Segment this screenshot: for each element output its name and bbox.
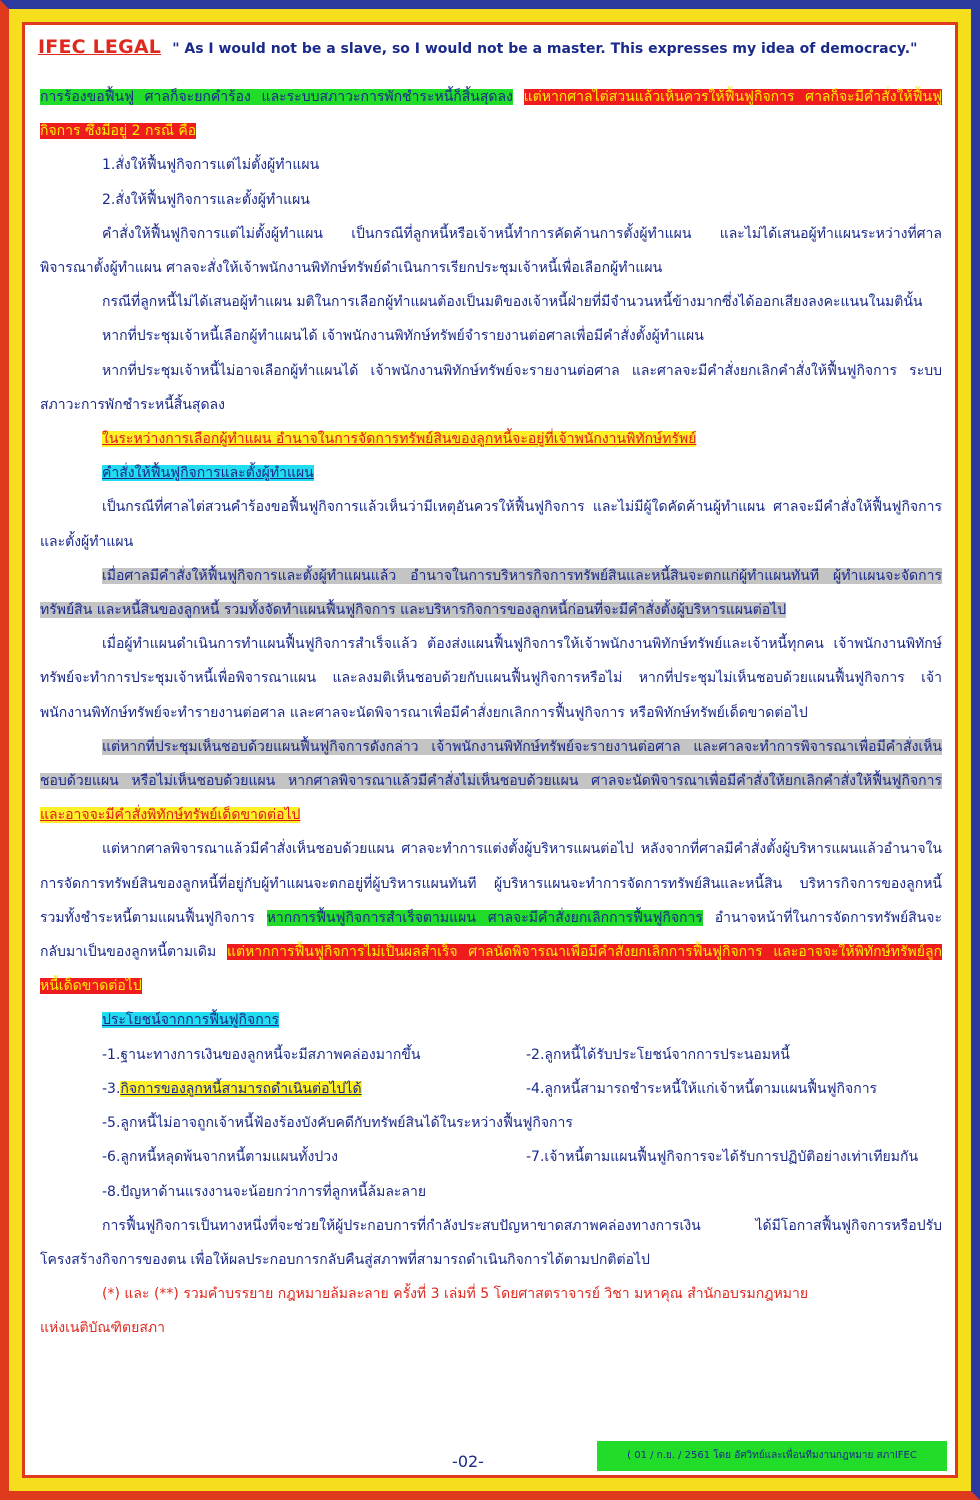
benefit-item: -7.เจ้าหนี้ตามแผนฟื้นฟูกิจการจะได้รับการปฏิบัติอย่างเท่าเทียมกัน [526,1149,919,1166]
page-number: -02- [452,1452,484,1471]
paragraph-5: หากที่ประชุมเจ้าหนี้ไม่อาจเลือกผู้ทำแผนได้ เจ้าพนักงานพิทักษ์ทรัพย์จะรายงานต่อศาล และศาลจะมีคำสั่งยกเลิกคำสั่งให้ฟื้นฟูกิจการ ระบบสภาวะการพักชำระหนี้สิ้นสุดลง [40,362,942,413]
paragraph-1 [40,80,942,148]
paragraph-10: เมื่อผู้ทำแผนดำเนินการทำแผนฟื้นฟูกิจการสำเร็จแล้ว ต้องส่งแผนฟื้นฟูกิจการให้เจ้าพนักงานพิทักษ์ทรัพย์และเจ้าหนี้ทุกคน เจ้าพนักงานพิทักษ์ทรัพย์จะทำการประชุมเจ้าหนี้เพื่อพิจารณาแผน และลงมติเห็นชอบด้วยกับแผนฟื้นฟูกิจการหรือไม่ หากที่ประชุมไม่เห็นชอบด้วยแผนฟื้นฟูกิจการ เจ้าพนักงานพิทักษ์ทรัพย์จะทำรายงานต่อศาล และศาลจะนัดพิจารณาเพื่อมีคำสั่งยกเลิกการฟื้นฟูกิจการ หรือพิทักษ์ทรัพย์เด็ดขาดต่อไป [40,636,942,721]
paragraph-4: หากที่ประชุมเจ้าหนี้เลือกผู้ทำแผนได้ เจ้าพนักงานพิทักษ์ทรัพย์จำรายงานต่อศาลเพื่อมีคำสั่งตั้งผู้ทำแผน [102,328,704,345]
highlight-cyan-heading: ประโยชน์จากการฟื้นฟูกิจการ [102,1012,280,1029]
highlight-gray-text: แต่หากที่ประชุมเห็นชอบด้วยแผนฟื้นฟูกิจการดังกล่าว เจ้าพนักงานพิทักษ์ทรัพย์จะรายงานต่อศาล และศาลจะทำการพิจารณาเพื่อมีคำสั่งเห็นชอบด้วยแผน หรือไม่เห็นชอบด้วยแผน หากศาลพิจารณาแล้วมีคำสั่งไม่เห็นชอบด้วยแผน ศาลจะนัดพิจารณาเพื่อมีคำสั่งให้ยกเลิกคำสั่งให้ฟื้นฟูกิจการ [40,738,942,790]
benefits-heading [40,1003,942,1037]
paragraph-3: กรณีที่ลูกหนี้ไม่ได้เสนอผู้ทำแผน มติในการเลือกผู้ทำแผนต้องเป็นมติของเจ้าหนี้ฝ่ายที่มีจำนวนหนี้ข้างมากซึ่งได้ออกเสียงลงคะแนนในมตินั้น [102,294,923,311]
highlight-yellow-text: และอาจจะมีคำสั่งพิทักษ์ทรัพย์เด็ดขาดต่อไป [40,807,301,824]
credit-badge: ( 01 / ก.ย. / 2561 โดย อัศวิทย์และเพื่อนทีมงานกฎหมาย สภาIFEC [597,1441,947,1471]
paragraph-8: เป็นกรณีที่ศาลไต่สวนคำร้องขอฟื้นฟูกิจการแล้วเห็นว่ามีเหตุอันควรให้ฟื้นฟูกิจการ และไม่มีผู้ใดคัดค้านผู้ทำแผน ศาลจะมีคำสั่งให้ฟื้นฟูกิจการและตั้งผู้ทำแผน [40,499,942,550]
highlight-red-text: แต่หากการฟื้นฟูกิจการไม่เป็นผลสำเร็จ ศาลนัดพิจารณาเพื่อมีคำสั่งยกเลิกการฟื้นฟูกิจการ และอาจจะให้พิทักษ์ทรัพย์ลูกหนี้เด็ดขาดต่อไป [40,944,943,995]
paragraph-12 [40,832,942,1003]
benefits-row-2 [40,1072,942,1106]
benefit-item: -2.ลูกหนี้ได้รับประโยชน์จากการประนอมหนี้ [526,1046,790,1063]
highlight-cyan-heading: คำสั่งให้ฟื้นฟูกิจการและตั้งผู้ทำแผน [102,465,314,482]
highlight-green-text: หากการฟื้นฟูกิจการสำเร็จตามแผน ศาลจะมีคำสั่งยกเลิกการฟื้นฟูกิจการ [266,909,703,926]
benefit-item [102,1072,526,1106]
paragraph-11 [40,730,942,833]
benefit-item: -1.ฐานะทางการเงินของลูกหนี้จะมีสภาพคล่องมากขึ้น [102,1046,421,1063]
benefit-item: -8.ปัญหาด้านแรงงานจะน้อยกว่าการที่ลูกหนี้ล้มละลาย [102,1183,427,1200]
benefits-row-1 [40,1038,942,1072]
paragraph-text: แต่หากศาลพิจารณาแล้วมีคำสั่งเห็นชอบด้วยแผน ศาลจะทำการแต่งตั้งผู้บริหารแผนต่อไป หลังจากที่ศาลมีคำสั่งตั้งผู้บริหารแผนแล้วอำนาจในการจัดการทรัพย์สินของลูกหนี้ที่อยู่กับผู้ทำแผนจะตกอยู่ที่ผู้บริหารแผนทันที ผู้บริหารแผนจะทำการจัดการทรัพย์สินและหนี้สิน บริหารกิจการของลูกหนี้ รวมทั้งชำระหนี้ตามแผนฟื้นฟูกิจการ [40,841,942,926]
highlight-gray-text: เมื่อศาลมีคำสั่งให้ฟื้นฟูกิจการและตั้งผู้ทำแผนแล้ว อำนาจในการบริหารกิจการทรัพย์สินและหนี้สินจะตกแก่ผู้ทำแผนทันที ผู้ทำแผนจะจัดการทรัพย์สิน และหนี้สินของลูกหนี้ รวมทั้งจัดทำแผนฟื้นฟูกิจการ และบริหารกิจการของลูกหนี้ก่อนที่จะมีคำสั่งตั้งผู้บริหารแผนต่อไป [40,567,942,619]
section-heading [40,456,942,490]
highlight-yellow-text: กิจการของลูกหนี้สามารถดำเนินต่อไปได้ [120,1080,362,1097]
document-body [40,80,942,1346]
paragraph-6 [40,422,942,456]
header-quote: " As I would not be a slave, so I would not be a master. This expresses my idea of democracy." [172,41,918,57]
paragraph-text: อำนาจหน้าที่ในการจัดการทรัพย์สินจะกลับมาเป็นของลูกหนี้ตามเดิม [40,909,942,961]
reference-note: (*) และ (**) รวมคำบรรยาย กฎหมายล้มละลาย ครั้งที่ 3 เล่มที่ 5 โดยศาสตราจารย์ วิชา มหาคุณ สำนักอบรมกฎหมาย [102,1286,809,1303]
benefit-item: -4.ลูกหนี้สามารถชำระหนี้ให้แก่เจ้าหนี้ตามแผนฟื้นฟูกิจการ [526,1080,878,1097]
benefit-number: -3. [102,1080,121,1097]
benefits-row-3 [40,1140,942,1174]
highlight-red-text: แต่หากศาลไต่สวนแล้วเห็นควรให้ฟื้นฟูกิจการ ศาลก็จะมีคำสั่งให้ฟื้นฟูกิจการ ซึ่งมีอยู่ 2 กรณี คือ [40,89,942,140]
highlight-yellow-text: ในระหว่างการเลือกผู้ทำแผน อำนาจในการจัดการทรัพย์สินของลูกหนี้จะอยู่ที่เจ้าพนักงานพิทักษ์ทรัพย์ [102,431,697,448]
paragraph-13: การฟื้นฟูกิจการเป็นทางหนึ่งที่จะช่วยให้ผู้ประกอบการที่กำลังประสบปัญหาขาดสภาพคล่องทางการเงิน ได้มีโอกาสฟื้นฟูกิจการหรือปรับโครงสร้างกิจการของตน เพื่อให้ผลประกอบการกลับคืนสู่สภาพที่สามารถดำเนินกิจการได้ตามปกติต่อไป [40,1217,942,1268]
reference-note-cont: แห่งเนติบัณฑิตยสภา [40,1320,165,1337]
paragraph-9 [40,559,942,627]
highlight-green-text: การร้องขอฟื้นฟู ศาลก็จะยกคำร้อง และระบบสภาวะการพักชำระหนี้ก็สิ้นสุดลง [40,89,513,105]
paragraph-2: คำสั่งให้ฟื้นฟูกิจการแต่ไม่ตั้งผู้ทำแผน เป็นกรณีที่ลูกหนี้หรือเจ้าหนี้ทำการคัดค้านการตั้งผู้ทำแผน และไม่ได้เสนอผู้ทำแผนระหว่างที่ศาลพิจารณาตั้งผู้ทำแผน ศาลจะสั่งให้เจ้าพนักงานพิทักษ์ทรัพย์ดำเนินการเรียกประชุมเจ้าหนี้เพื่อเลือกผู้ทำแผน [40,225,942,277]
page-header [38,36,948,66]
benefit-item: -6.ลูกหนี้หลุดพ้นจากหนี้ตามแผนทั้งปวง [102,1149,338,1166]
list-item-2: 2.สั่งให้ฟื้นฟูกิจการและตั้งผู้ทำแผน [102,191,310,208]
brand-title: IFEC LEGAL [38,36,162,58]
benefit-item: -5.ลูกหนี้ไม่อาจถูกเจ้าหนี้ฟ้องร้องบังคับคดีกับทรัพย์สินได้ในระหว่างฟื้นฟูกิจการ [102,1115,573,1132]
list-item-1: 1.สั่งให้ฟื้นฟูกิจการแต่ไม่ตั้งผู้ทำแผน [102,157,320,174]
